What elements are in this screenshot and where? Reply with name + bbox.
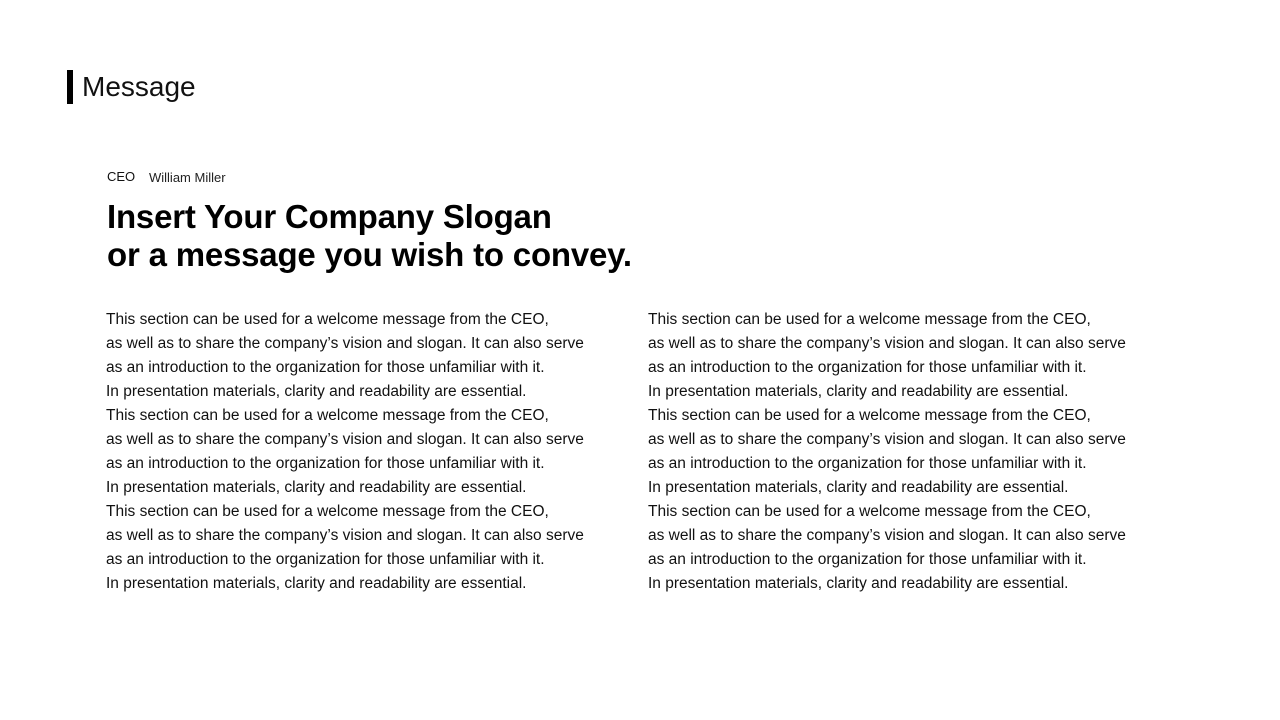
title-accent-bar (67, 70, 73, 104)
body-text-line: In presentation materials, clarity and readability are essential. (106, 479, 527, 496)
body-text-line: In presentation materials, clarity and readability are essential. (648, 479, 1069, 496)
body-text-line: as well as to share the company’s vision and slogan. It can also serve (106, 431, 584, 448)
slogan-line: Insert Your Company Slogan (107, 198, 552, 235)
body-text-line: as an introduction to the organization for those unfamiliar with it. (106, 359, 545, 376)
body-text-line: as well as to share the company’s vision and slogan. It can also serve (648, 431, 1126, 448)
body-text-line: as an introduction to the organization for those unfamiliar with it. (648, 455, 1087, 472)
body-text-line: as well as to share the company’s vision and slogan. It can also serve (648, 335, 1126, 352)
body-text-line: In presentation materials, clarity and readability are essential. (106, 575, 527, 592)
body-text-line: This section can be used for a welcome message from the CEO, (106, 407, 549, 424)
body-text-line: This section can be used for a welcome message from the CEO, (648, 407, 1091, 424)
author-role: CEO (107, 169, 136, 184)
author-name: William Miller (149, 170, 226, 185)
body-text-line: as well as to share the company’s vision and slogan. It can also serve (106, 527, 584, 544)
body-text-line: This section can be used for a welcome message from the CEO, (648, 503, 1091, 520)
body-text-line: as an introduction to the organization for those unfamiliar with it. (648, 551, 1087, 568)
page-title: Message (82, 71, 196, 102)
body-column-left (106, 308, 584, 596)
body-text-line: In presentation materials, clarity and readability are essential. (648, 575, 1069, 592)
slogan-line: or a message you wish to convey. (107, 236, 632, 273)
body-text-line: This section can be used for a welcome message from the CEO, (106, 503, 549, 520)
body-text-line: This section can be used for a welcome message from the CEO, (648, 311, 1091, 328)
body-text-line: In presentation materials, clarity and readability are essential. (648, 383, 1069, 400)
body-text-line: In presentation materials, clarity and readability are essential. (106, 383, 527, 400)
body-text-line: as an introduction to the organization for those unfamiliar with it. (106, 551, 545, 568)
body-text-line: This section can be used for a welcome message from the CEO, (106, 311, 549, 328)
body-text-line: as an introduction to the organization for those unfamiliar with it. (106, 455, 545, 472)
body-text-line: as well as to share the company’s vision and slogan. It can also serve (648, 527, 1126, 544)
body-column-right (648, 308, 1126, 596)
slogan-heading (107, 198, 632, 274)
body-text-line: as an introduction to the organization for those unfamiliar with it. (648, 359, 1087, 376)
body-text-line: as well as to share the company’s vision and slogan. It can also serve (106, 335, 584, 352)
